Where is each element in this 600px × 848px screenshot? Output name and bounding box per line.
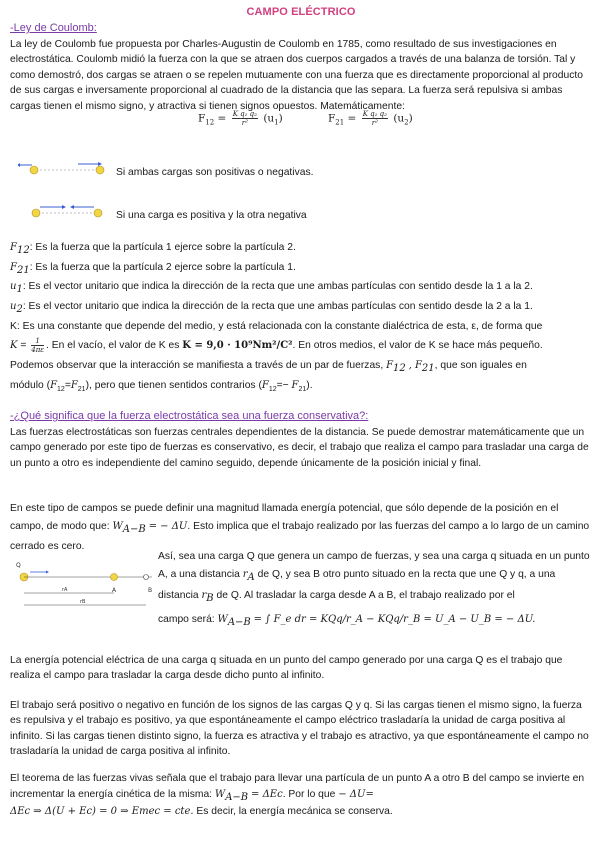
k-value: K = 9,0 · 10⁹Nm²/C² [182, 340, 293, 352]
svg-text:rB: rB [80, 599, 86, 605]
svg-text:Q: Q [16, 562, 21, 569]
repulsion-caption: Si ambas cargas son positivas o negativas. [116, 167, 314, 178]
work-equation-line: campo será: $W_{A-B}$ = ∫ F_e dr = KQq/r_A − KQq/r_B = U_A − U_B = − ΔU. [158, 614, 536, 629]
charge-2-icon [94, 209, 102, 217]
svg-text:rA: rA [62, 587, 68, 593]
force-pair-line2: módulo $(F_{12}=F_{21})$, pero que tienen sentidos contrarios $(F_{12}=- F_{21})$. [10, 380, 313, 394]
point-B-icon [144, 575, 149, 580]
coulomb-intro: La ley de Coulomb fue propuesta por Charles-Augustin de Coulomb en 1785, como resultado de sus investigaciones en electrostática. Coulomb midió la fuerza con la que se atraen dos cuerpos cargados a través de una balanza de torsión. Tal y como demostró, dos cargas se atraen o se repelen mutuamente con una fuerza que es directamente proporcional al producto de sus cargas e inversamente proporcional al cuadrado de la distancia que las separa. La fuerza será repulsiva si ambas cargas tienen el mismo signo, y atractiva si tienen signos opuestos. Matemáticamente: [10, 39, 583, 112]
charge-1-icon [32, 209, 40, 217]
equation-f12: $F_{12}$ = $\frac{\text{K q₁ q₂}}{\text{r²}}$ $(u_1)$ [198, 110, 283, 127]
definition-u1: $u_1$: Es el vector unitario que indica la dirección de la recta que une ambas partículas con sentido desde la 1 a la 2. [10, 281, 533, 296]
charge-q-icon [111, 574, 118, 581]
charge-2-icon [96, 166, 104, 174]
definition-u2: $u_2$: Es el vector unitario que indica la dirección de la recta que une ambas partículas con sentido desde la 2 a la 1. [10, 301, 533, 316]
charge-1-icon [30, 166, 38, 174]
definition-f12: $F_{12}$: Es la fuerza que la partícula 1 ejerce sobre la partícula 2. [10, 242, 296, 257]
svg-text:B: B [148, 587, 153, 594]
conservative-p1: Las fuerzas electrostáticas son fuerzas centrales dependientes de la distancia. Se puede demostrar matemáticamente que un campo generado por este tipo de fuerzas es conservativo, es decir, el trabajo que realiza el campo para trasladar una carga de un punto a otro es independiente del camino seguido, depende únicamente de la posición inicial y final. [10, 427, 589, 469]
conservative-p6: El teorema de las fuerzas vivas señala que el trabajo para llevar una partícula de un punto A a otro B del campo se invierte en incrementar la energía cinética de la misma: $W_{A-B} = \Delta Ec$. Por lo que − ΔU= [10, 773, 585, 804]
k-value-line: K = $\frac{1}{4\pi\varepsilon}$ . En el vacío, el valor de K es K = 9,0 · 10⁹Nm²/C². En otros medios, el valor de K se hace más pequeño. [10, 337, 543, 354]
conservative-p2: En este tipo de campos se puede definir una magnitud llamada energía potencial, que sólo depende de la posición en el campo, de modo que: $W_{A-B}$ = − ΔU. Esto implica que el trabajo realizado por las fuerzas del campo a lo largo de un camino cerrado es cero. [10, 503, 590, 553]
conservative-p6-conclusion: ΔEc ⇒ Δ(U + Ec) = 0 ⇒ Emec = cte. Es decir, la energía mecánica se conserva. [10, 806, 393, 817]
force-pair-line1: Podemos observar que la interacción se manifiesta a través de un par de fuerzas, $F_{12}$ , $F_{21}$, que son iguales en [10, 360, 527, 375]
work-diagram [14, 557, 156, 613]
equation-f21: $F_{21}$ = $\frac{\text{K q₁ q₂}}{\text{r²}}$ $(u_2)$ [328, 110, 413, 127]
attraction-caption: Si una carga es positiva y la otra negativa [116, 210, 307, 221]
conservative-p4: La energía potencial eléctrica de una carga q situada en un punto del campo generado por una carga Q es el trabajo que realiza el campo para trasladar la carga desde dicho punto al infinito. [10, 655, 563, 682]
conservative-p5: El trabajo será positivo o negativo en función de los signos de las cargas Q y q. Si las cargas tienen el mismo signo, la fuerza es repulsiva y el trabajo es positivo, ya que espontáneamente el campo eléctrico trasladaría la unidad de carga positiva al infinito. Si las cargas tienen distinto signo, la fuerza es atractiva y el trabajo es atractivo, ya que espontáneamente el campo no trasladaría la unidad de carga positiva al infinito. [10, 700, 589, 757]
section-heading-conservative: -¿Qué significa que la fuerza electrostática sea una fuerza conservativa?: [10, 410, 369, 422]
repulsion-diagram [18, 150, 110, 186]
conservative-p3: Así, sea una carga Q que genera un campo de fuerzas, y sea una carga q situada en un punto A, a una distancia $r_A$ de Q, y sea B otro punto situado en la recta que une Q y q, a una distancia $r_B$ de Q. Al trasladar la carga desde A a B, el trabajo realizado por el [158, 551, 590, 605]
definition-k: K: Es una constante que depende del medio, y está relacionada con la constante dialéctrica de esta, ε, de forma que [10, 321, 543, 332]
work-equation: = ∫ F_e dr = KQq/r_A − KQq/r_B = U_A − U_B = − ΔU. [253, 614, 536, 625]
page-title: CAMPO ELÉCTRICO [246, 6, 356, 18]
svg-text:A: A [112, 587, 117, 594]
attraction-diagram [18, 193, 110, 227]
section-heading-coulomb: -Ley de Coulomb: [10, 22, 97, 34]
definition-f21: $F_{21}$: Es la fuerza que la partícula 2 ejerce sobre la partícula 1. [10, 262, 296, 277]
